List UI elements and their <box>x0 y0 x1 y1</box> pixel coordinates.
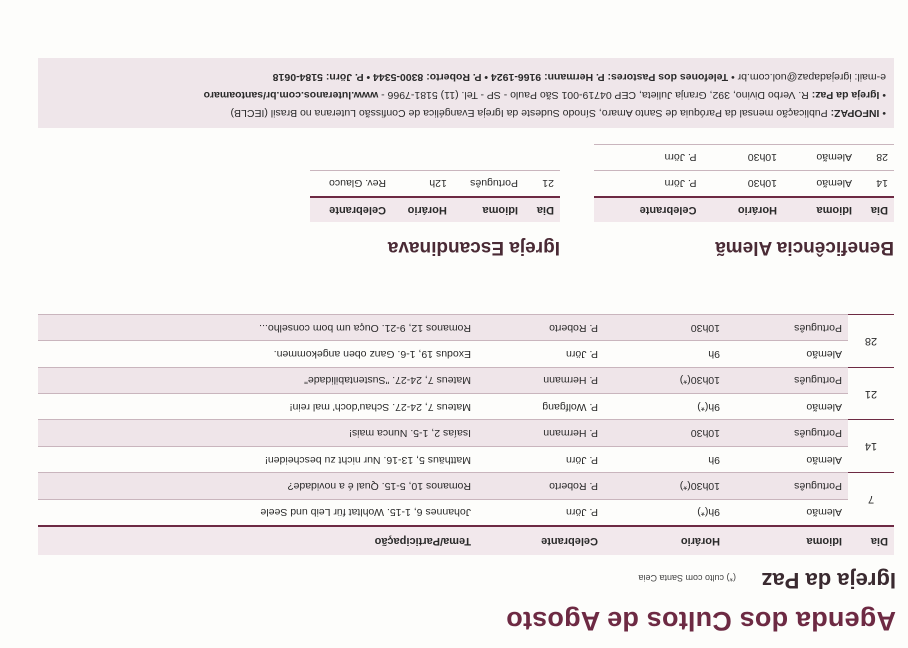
table-row <box>38 446 894 472</box>
table-row <box>38 367 894 393</box>
cell-celebrante: P. Hermann <box>477 367 604 393</box>
footer-line-infopaz: • INFOPAZ: Publicação mensal da Paróquia de Santo Amaro, Sínodo Sudeste da Igreja Evangélica de Confissão Luterana no Brasil (IECLB) <box>230 107 886 119</box>
cell-horario: 10h30 <box>702 145 783 171</box>
igreja-paz-title: Igreja da Paz <box>761 568 896 593</box>
table-row <box>38 314 894 340</box>
cell-tema: Johannes 6, 1-15. Wohltat für Leib und Seele <box>38 499 477 526</box>
infopaz-label: INFOPAZ: <box>830 107 880 119</box>
cell-idioma: Alemão <box>783 171 858 198</box>
telefones-text: Telefones dos Pastores: P. Hermann: 9166-1924 • P. Roberto: 8300-5344 • P. Jörn: 5184-0618 <box>272 71 729 83</box>
cell-horario: 9h <box>604 341 726 367</box>
col-dia: Dia <box>524 197 560 222</box>
cell-celebrante: P. Wolfgang <box>477 394 604 420</box>
table-header-row <box>310 197 560 222</box>
cell-dia: 14 <box>848 420 894 473</box>
footer-line-contacts: e-mail: igrejadapaz@uol.com.br • Telefones dos Pastores: P. Hermann: 9166-1924 • P. Roberto: 8300-5344 • P. Jörn: 5184-0618 <box>272 71 886 83</box>
cell-horario: 9h <box>604 446 726 472</box>
cell-idioma: Alemão <box>726 499 848 526</box>
site-link[interactable]: www.luteranos.com.br/santoamaro <box>203 89 379 101</box>
cell-tema: Matthäus 5, 13-16. Nur nicht zu bescheiden! <box>38 446 477 472</box>
table-row <box>38 394 894 420</box>
email-text: e-mail: igrejadapaz@uol.com.br <box>737 71 886 83</box>
cell-idioma: Alemão <box>726 394 848 420</box>
beneficencia-table <box>594 144 894 222</box>
cell-tema: Isaías 2, 1-5. Nunca mais! <box>38 420 477 446</box>
cell-idioma: Português <box>726 314 848 340</box>
cell-horario: 9h(*) <box>604 394 726 420</box>
cell-idioma: Português <box>453 171 524 198</box>
cell-dia: 7 <box>848 473 894 526</box>
cell-tema: Romanos 12, 9-21. Ouça um bom conselho... <box>38 314 477 340</box>
escandinava-title: Igreja Escandinava <box>387 237 560 258</box>
table-row <box>38 473 894 499</box>
cell-horario: 10h30(*) <box>604 367 726 393</box>
infopaz-text: Publicação mensal da Paróquia de Santo Amaro, Sínodo Sudeste da Igreja Evangélica de Confissão Luterana no Brasil (IECLB) <box>230 107 828 119</box>
footer-line-igreja: • Igreja da Paz: R. Verbo Divino, 392, Granja Julieta, CEP 04719-001 São Paulo - SP - Tel. (11) 5181-7966 - www.luteranos.com.br/santoamaro <box>203 89 886 101</box>
cell-celebrante: P. Hermann <box>477 420 604 446</box>
cell-dia: 14 <box>858 171 894 198</box>
page-title: Agenda dos Cultos de Agosto <box>506 606 896 636</box>
escandinava-table <box>310 170 560 222</box>
santa-ceia-note: (*) culto com Santa Ceia <box>638 573 736 583</box>
cell-dia: 21 <box>848 367 894 420</box>
cell-idioma: Português <box>726 473 848 499</box>
cell-celebrante: Rev. Glauco <box>310 171 392 198</box>
cell-horario: 10h30(*) <box>604 473 726 499</box>
cell-celebrante: P. Jörn <box>594 145 702 171</box>
cell-horario: 12h <box>392 171 453 198</box>
cell-horario: 10h30 <box>604 314 726 340</box>
cell-idioma: Português <box>726 420 848 446</box>
cell-celebrante: P. Roberto <box>477 473 604 499</box>
cell-horario: 10h30 <box>702 171 783 198</box>
cell-idioma: Alemão <box>783 145 858 171</box>
col-idioma: Idioma <box>726 526 848 555</box>
col-celebrante: Celebrante <box>310 197 392 222</box>
footer-info <box>38 58 894 128</box>
col-horario: Horário <box>604 526 726 555</box>
table-row <box>310 171 560 198</box>
col-horario: Horário <box>702 197 783 222</box>
col-dia: Dia <box>848 526 894 555</box>
table-header-row <box>38 526 894 555</box>
cell-dia: 21 <box>524 171 560 198</box>
col-celebrante: Celebrante <box>477 526 604 555</box>
beneficencia-title: Beneficência Alemã <box>715 237 894 258</box>
igreja-paz-table <box>38 314 894 555</box>
table-row <box>38 341 894 367</box>
cell-idioma: Português <box>726 367 848 393</box>
col-idioma: Idioma <box>783 197 858 222</box>
cell-celebrante: P. Jörn <box>594 171 702 198</box>
cell-tema: Mateus 7, 24-27. Schau'doch' mal rein! <box>38 394 477 420</box>
table-row <box>594 145 894 171</box>
cell-idioma: Alemão <box>726 446 848 472</box>
cell-celebrante: P. Jörn <box>477 446 604 472</box>
cell-celebrante: P. Jörn <box>477 499 604 526</box>
cell-celebrante: P. Jörn <box>477 341 604 367</box>
cell-tema: Romanos 10, 5-15. Qual é a novidade? <box>38 473 477 499</box>
col-tema: Tema/Participação <box>38 526 477 555</box>
cell-horario: 10h30 <box>604 420 726 446</box>
col-horario: Horário <box>392 197 453 222</box>
col-celebrante: Celebrante <box>594 197 702 222</box>
cell-celebrante: P. Roberto <box>477 314 604 340</box>
table-row <box>594 171 894 198</box>
igreja-label: Igreja da Paz: <box>811 89 880 101</box>
table-header-row <box>594 197 894 222</box>
cell-tema: Exodus 19, 1-6. Ganz oben angekommen. <box>38 341 477 367</box>
cell-dia: 28 <box>858 145 894 171</box>
table-row <box>38 420 894 446</box>
col-dia: Dia <box>858 197 894 222</box>
cell-idioma: Alemão <box>726 341 848 367</box>
table-row <box>38 499 894 526</box>
cell-tema: Mateus 7, 24-27. "Sustentabilidade" <box>38 367 477 393</box>
cell-dia: 28 <box>848 314 894 367</box>
col-idioma: Idioma <box>453 197 524 222</box>
cell-horario: 9h(*) <box>604 499 726 526</box>
igreja-address: R. Verbo Divino, 392, Granja Julieta, CEP 04719-001 São Paulo - SP - Tel. (11) 5181-7966 - <box>381 89 809 101</box>
